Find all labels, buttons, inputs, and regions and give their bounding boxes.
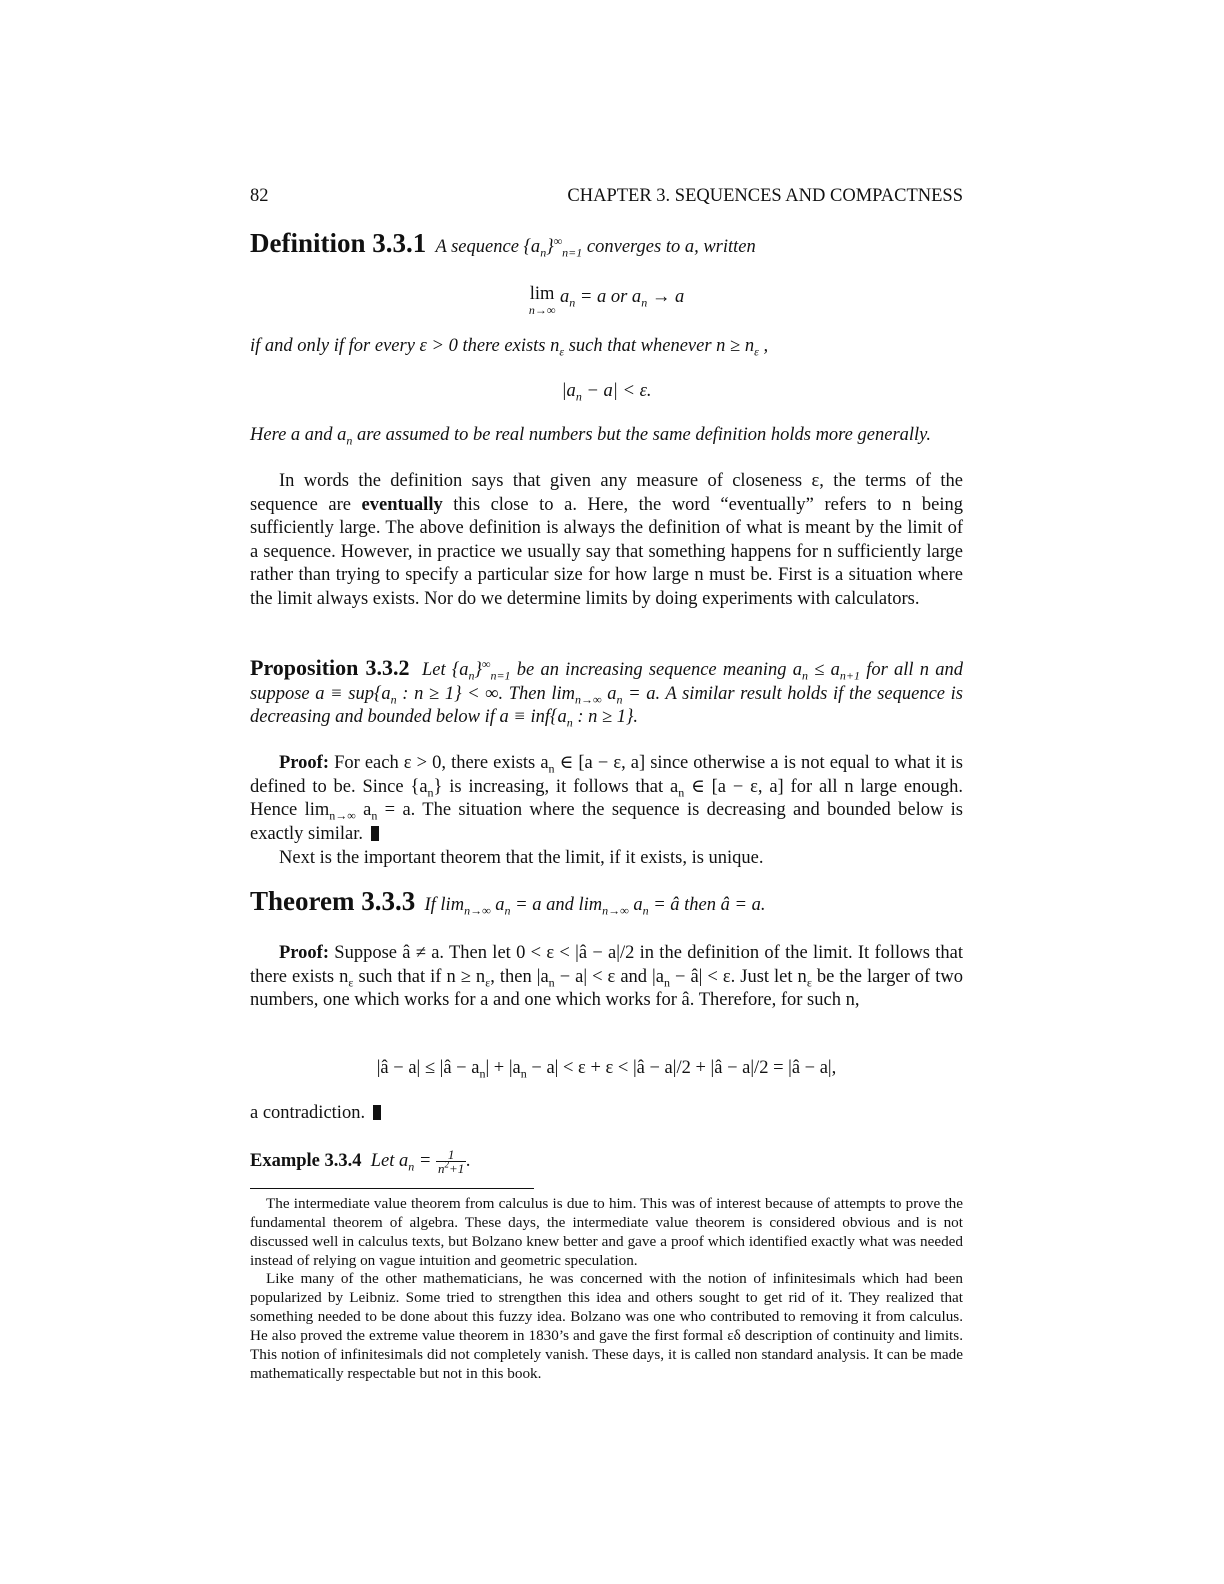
proposition-label: Proposition 3.3.2	[250, 655, 410, 680]
footnote-paragraph-2: Like many of the other mathematicians, he was concerned with the notion of infinitesimals which had been popularized by Leibniz. Some tried to strengthen this idea and others sought to get rid of it. They realized that something needed to be done about this fuzzy idea. Bolzano was one who contributed to removing it from calculus. He also proved the extreme value theorem in 1830’s and gave the first formal εδ description of continuity and limits. This notion of infinitesimals did not completely vanish. These days, it is called non standard analysis. It can be made mathematically respectable but not in this book.	[250, 1270, 963, 1382]
definition-heading-line	[250, 228, 963, 260]
theorem-label: Theorem 3.3.3	[250, 886, 416, 916]
proof-proposition: Proof: For each ε > 0, there exists $a_n$ ∈ [a − ε, a] since otherwise a is not equal to what it is defined to be. Since $\{a_n\}$ is increasing, it follows that $a_n$ ∈ [a − ε, a] for all n large enough. Hence $\lim_{n\to\infty} a_n = a$. The situation where the sequence is decreasing and bounded below is exactly similar.	[250, 753, 964, 844]
definition-lead: A sequence $\{a_n\}^\infty_{n=1}$ converges to a, written	[435, 233, 756, 260]
qed-mark	[371, 826, 379, 841]
definition-condition: if and only if for every ε > 0 there exists $n_\varepsilon$ such that whenever $n \ge n_\varepsilon$ ,	[250, 336, 769, 359]
example: Example 3.3.4 Let $a_n$ = $\frac{1}{n^2+1}$ .	[250, 1147, 471, 1176]
footnote-rule	[250, 1188, 534, 1189]
proof-label: Proof:	[279, 943, 329, 963]
definition-display-limit: lim n→∞ $a_n = a$ or $a_n \to a$	[528, 284, 685, 317]
fraction: $\frac{1}{n^2+1}$	[438, 1147, 465, 1176]
bold-eventually: eventually	[361, 494, 443, 515]
proof-display-inequality: |â − a| ≤ |â − $a_n| + |a_n - a| < \varepsilon + \varepsilon$ < |â − a|/2 + |â − a|/2 = |â − a|,	[376, 1058, 837, 1081]
page-number: 82	[250, 186, 269, 206]
qed-mark	[373, 1105, 381, 1120]
running-header	[250, 186, 963, 210]
example-label: Example 3.3.4	[250, 1150, 362, 1171]
proposition: Proposition 3.3.2 Let $\{a_n\}^\infty_{n=1}$ be an increasing sequence meaning $a_n \le a_{n+1}$ for all n and suppose $a \equiv sup\{a_n$ : n ≥ 1} < ∞. Then $\lim_{n\to\infty} a_n = a$. A similar result holds if the sequence is decreasing and bounded below if $a \equiv inf\{a_n$ : n ≥ 1}.	[250, 655, 964, 730]
chapter-title: CHAPTER 3. SEQUENCES AND COMPACTNESS	[567, 186, 963, 206]
proof-conclusion: a contradiction.	[250, 1102, 963, 1126]
footnote-paragraph-1: The intermediate value theorem from calculus is due to him. This was of interest because of attempts to prove the fundamental theorem of algebra. These days, the intermediate value theorem is considered obvious and is not discussed well in calculus texts, but Bolzano knew better and gave a proof which identified exactly what was needed instead of relying on vague intuition and geometric speculation.	[250, 1195, 963, 1269]
definition-label: Definition 3.3.1	[250, 228, 427, 258]
definition-note: Here a and $a_n$ are assumed to be real numbers but the same definition holds more generally.	[250, 425, 931, 448]
next-line: Next is the important theorem that the limit, if it exists, is unique.	[279, 848, 764, 868]
definition-display-inequality: $|a_n - a| < \varepsilon$.	[561, 381, 652, 404]
proof-label: Proof:	[279, 753, 329, 773]
proof-theorem: Proof: Suppose â ≠ a. Then let 0 < ε < |â − a|/2 in the definition of the limit. It follows that there exists $n_\varepsilon$ such that if $n \ge n_\varepsilon$, then $|a_n - a| < \varepsilon$ and $|a_n$ − â| < ε. Just let $n_\varepsilon$ be the larger of two numbers, one which works for a and one which works for â. Therefore, for such n,	[250, 943, 963, 1011]
theorem: Theorem 3.3.3 If $\lim_{n\to\infty} a_n = a$ and $\lim_{n\to\infty} a_n$ = â then â = a.	[250, 886, 766, 918]
explanation-paragraph: In words the definition says that given any measure of closeness ε, the terms of the sequence are eventually this close to a. Here, the word “eventually” refers to n being sufficiently large. The above definition is always the definition of what is meant by the limit of a sequence. However, in practice we usually say that something happens for n sufficiently large rather than trying to specify a particular size for how large n must be. First is a situation where the limit always exists. Nor do we determine limits by doing experiments with calculators.	[250, 471, 963, 609]
